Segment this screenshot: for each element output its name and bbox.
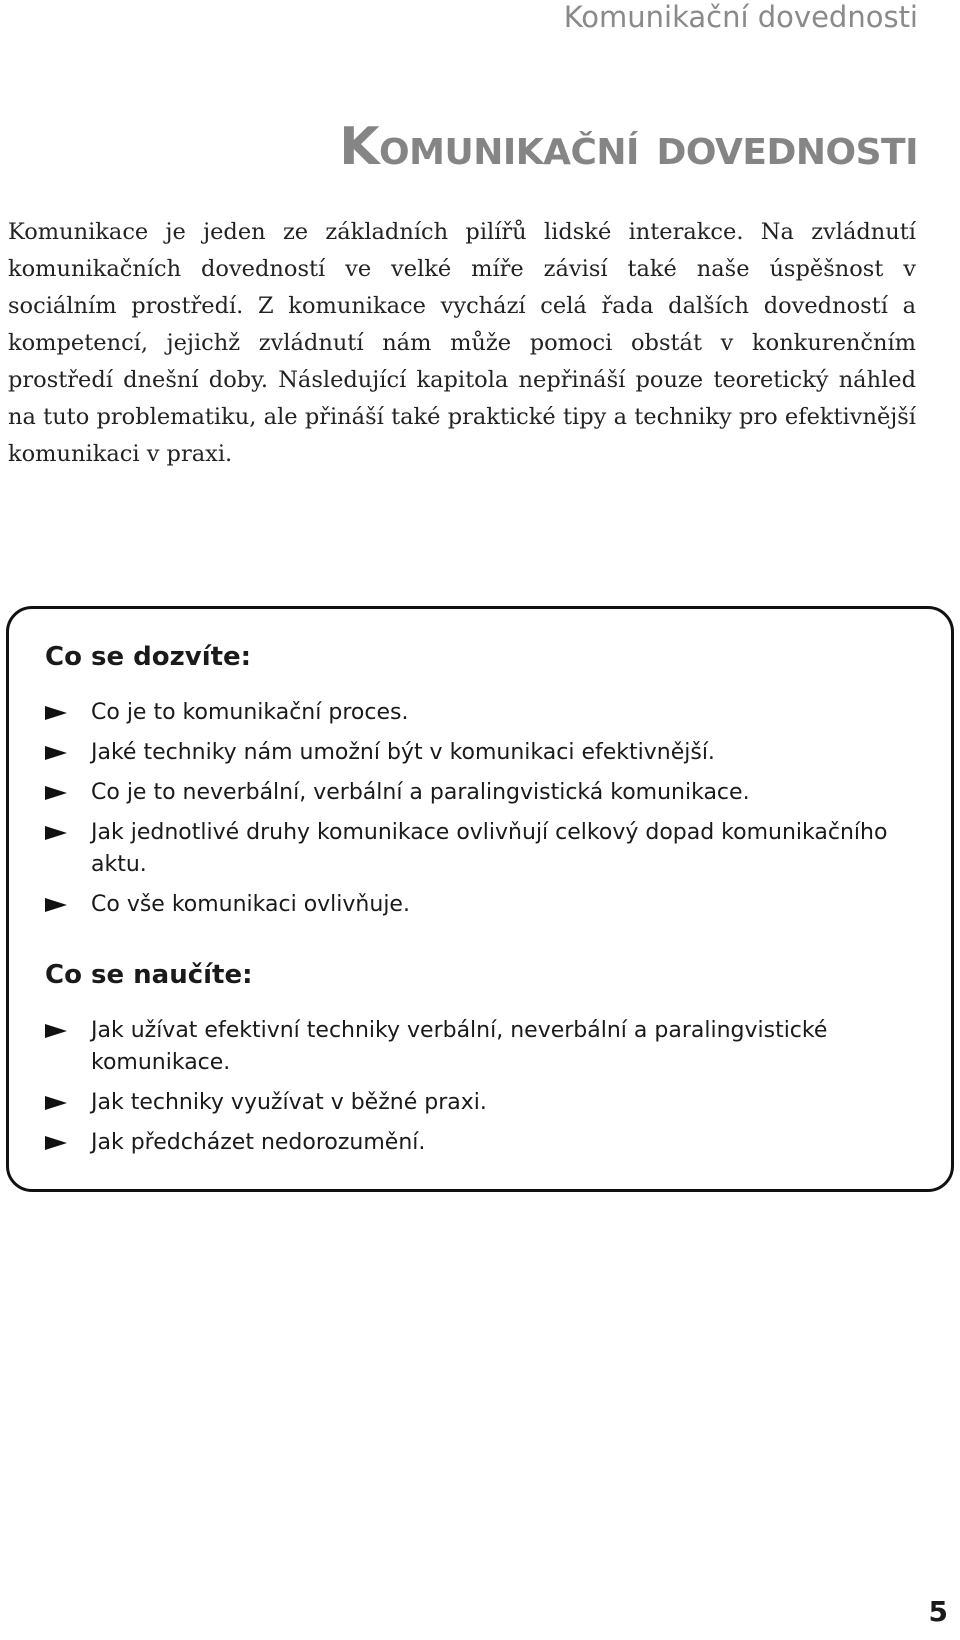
learn-to-list: [45, 1015, 911, 1159]
learn-about-list: [45, 697, 911, 921]
arrow-bullet-icon: [45, 746, 67, 760]
arrow-bullet-icon: [45, 1024, 67, 1038]
running-header: Komunikační dovednosti: [563, 0, 918, 34]
learn-about-heading: Co se dozvíte:: [45, 642, 252, 672]
arrow-bullet-icon: [45, 786, 67, 800]
arrow-bullet-icon: [45, 1096, 67, 1110]
list-item-text: Jak jednotlivé druhy komunikace ovlivňují celkový dopad komunikačního aktu.: [91, 820, 888, 877]
learn-to-heading: Co se naučíte:: [45, 960, 253, 990]
arrow-bullet-icon: [45, 706, 67, 720]
list-item-text: Jak techniky využívat v běžné praxi.: [91, 1090, 487, 1115]
list-item-text: Co vše komunikaci ovlivňuje.: [91, 892, 410, 917]
list-item: [45, 889, 911, 921]
intro-paragraph: Komunikace je jeden ze základních pilířů lidské interakce. Na zvládnutí komunikačních dovedností ve velké míře závisí také naše úspěšnost v sociálním prostředí. Z komunikace vychází celá řada dalších dovedností a kompetencí, jejichž zvládnutí nám může pomoci obstát v konkurenčním prostředí dnešní doby. Následující kapitola nepřináší pouze teoretický náhled na tuto problematiku, ale přináší také praktické tipy a techniky pro efektivnější komunikaci v praxi.: [8, 219, 916, 467]
arrow-bullet-icon: [45, 898, 67, 912]
chapter-title: Komunikační dovednosti: [339, 117, 918, 177]
list-item: [45, 1015, 911, 1079]
list-item-text: Jaké techniky nám umožní být v komunikaci efektivnější.: [91, 740, 715, 765]
list-item-text: Co je to neverbální, verbální a paralingvistická komunikace.: [91, 780, 750, 805]
list-item: [45, 817, 911, 881]
arrow-bullet-icon: [45, 1136, 67, 1150]
list-item: [45, 737, 911, 769]
list-item: [45, 1087, 911, 1119]
learning-objectives-box: [6, 606, 954, 1192]
list-item-text: Jak užívat efektivní techniky verbální, neverbální a paralingvistické komunikace.: [91, 1018, 828, 1075]
list-item: [45, 777, 911, 809]
list-item-text: Co je to komunikační proces.: [91, 700, 409, 725]
list-item: [45, 697, 911, 729]
page-number: 5: [928, 1595, 948, 1628]
list-item: [45, 1127, 911, 1159]
list-item-text: Jak předcházet nedorozumění.: [91, 1130, 426, 1155]
arrow-bullet-icon: [45, 826, 67, 840]
